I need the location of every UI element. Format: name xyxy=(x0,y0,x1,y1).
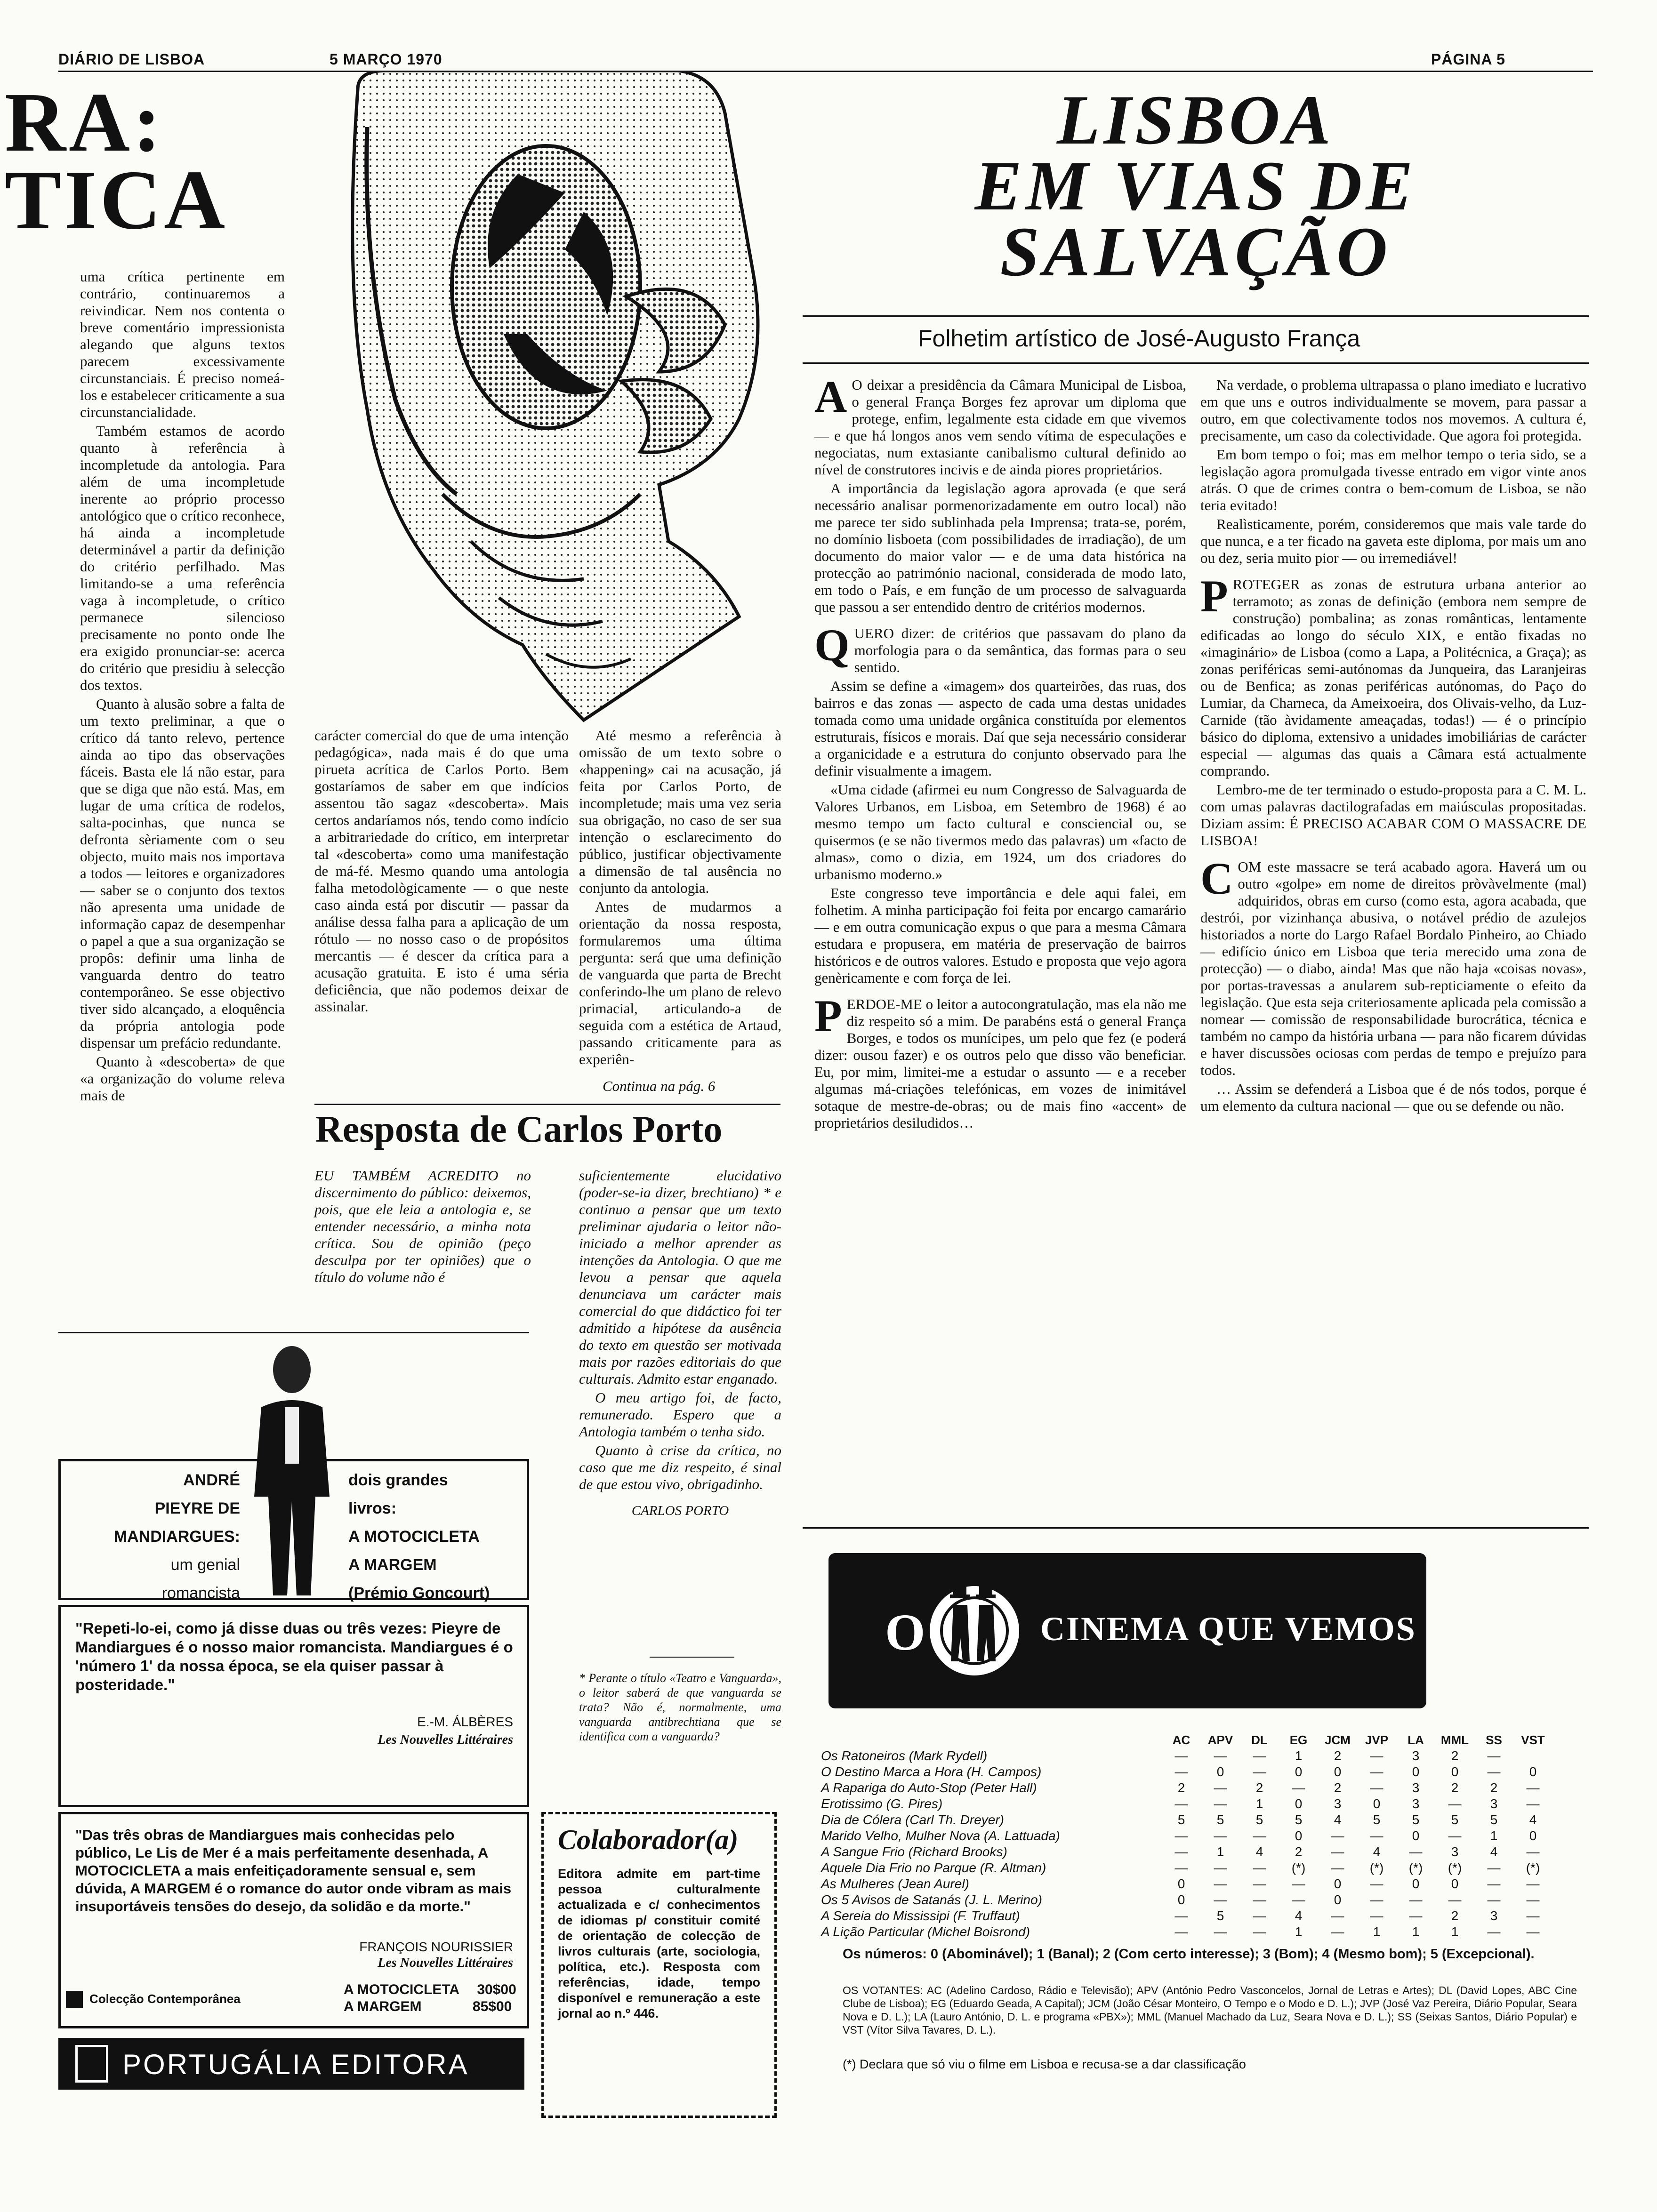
rating-cell: — xyxy=(1253,1908,1266,1923)
film-title: Os 5 Avisos de Satanás (J. L. Merino) xyxy=(821,1892,1042,1907)
paragraph: Lembro-me de ter terminado o estudo-proposta para a C. M. L. com umas palavras dactilografadas em maiúsculas propositadas. Diziam assim: É PRECISO ACABAR COM O MASSACRE DE LISBOA! xyxy=(1200,781,1586,849)
rating-cell: 4 xyxy=(1490,1844,1498,1859)
rating-cell: 1 xyxy=(1373,1924,1381,1939)
price-value: 30$00 xyxy=(477,1982,516,1997)
rating-cell: (*) xyxy=(1291,1860,1306,1875)
ratings-row xyxy=(819,1764,1552,1780)
paragraph: Também estamos de acordo quanto à referência à incompletude da antologia. Para além de uma incompletude inerente ao próprio processo antológico que o crítico reconhece, há ainda a incompletude determinável a partir da definição do critério perfilhado. Mas limitando-se a uma referência vaga à incompletude, o crítico permanece silencioso precisamente no ponto onde lhe era exigido pronunciar-se: acerca do critério que presidiu à selecção dos textos. xyxy=(80,423,285,693)
rating-cell: 0 xyxy=(1529,1828,1537,1843)
rating-cell: 0 xyxy=(1295,1796,1303,1811)
paragraph: Este congresso teve importância e dele aqui falei, em folhetim. A minha participação foi feita por encargo camarário — e em outra comunicação expus o que para a mesma Câmara estudara e propusera, em matéria de preservação de bairros históricos e de outros valores. Estudo e proposta que vejo agora genèricamente e com força de lei. xyxy=(814,885,1186,986)
rating-cell: — xyxy=(1526,1876,1540,1891)
rating-cell: — xyxy=(1174,1796,1188,1811)
column-header: EG xyxy=(1289,1732,1308,1747)
ratings-row xyxy=(819,1892,1552,1908)
left-article-column-1 xyxy=(80,268,285,1285)
rating-cell: — xyxy=(1174,1764,1188,1779)
paragraph: Realìsticamente, porém, consideremos que mais vale tarde do que nunca, e a ter ficado na gaveta este diploma, por mais um ano ou dez, seria muito pior — ou irremediável! xyxy=(1200,516,1586,566)
classified-ad-title: Colaborador(a) xyxy=(558,1824,739,1855)
rating-cell: 1 xyxy=(1412,1924,1420,1939)
paragraph: «Uma cidade (afirmei eu num Congresso de Salvaguarda de Valores Urbanos, em Lisboa, em Setembro de 1968) é ao mesmo tempo um facto cultural e consciencial ou, se quisermos (e se não tivermos medo das palavras) um «facto de almas», como o dizia, em 1924, um dos criadores do urbanismo moderno.» xyxy=(814,781,1186,882)
rating-cell: — xyxy=(1409,1844,1423,1859)
rating-cell: 2 xyxy=(1451,1780,1459,1795)
rating-cell: 2 xyxy=(1451,1748,1459,1763)
rating-cell: 5 xyxy=(1451,1812,1459,1827)
ad-left-line: um genial xyxy=(170,1556,240,1574)
rating-cell: 2 xyxy=(1177,1780,1185,1795)
rating-cell: — xyxy=(1214,1828,1227,1843)
classified-ad-text: Editora admite em part-time pessoa culturalmente actualizada e c/ conhecimentos de idiomas p/ constituir comité de orientação de colecção de livros culturais (arte, sociologia, política, etc.). Resposta com referências, idade, tempo disponível e remuneração a este jornal ao n.º 446. xyxy=(558,1867,760,2020)
rating-cell: 5 xyxy=(1255,1812,1263,1827)
rating-cell: — xyxy=(1448,1892,1462,1907)
title-line: EM VIAS DE xyxy=(974,147,1417,225)
quote-source: Les Nouvelles Littéraires xyxy=(378,1732,513,1747)
column-header: LA xyxy=(1408,1732,1424,1747)
header-rule xyxy=(58,71,1593,72)
cinema-top-rule xyxy=(803,1527,1589,1529)
collection-name: Colecção Contemporânea xyxy=(89,1992,241,2006)
film-title: A Sangue Frio (Richard Brooks) xyxy=(821,1844,1007,1859)
rating-cell: — xyxy=(1448,1828,1462,1843)
rating-cell: — xyxy=(1526,1780,1540,1795)
page-number: PÁGINA 5 xyxy=(1431,51,1505,68)
reply-column-a xyxy=(314,1167,531,1288)
rating-cell: — xyxy=(1174,1924,1188,1939)
quote-author: E.-M. ÁLBÈRES xyxy=(417,1715,513,1729)
rating-cell: — xyxy=(1487,1892,1501,1907)
title-line: SALVAÇÃO xyxy=(1000,213,1392,291)
paragraph: Até mesmo a referência à omissão de um texto sobre o «happening» cai na acusação, já feita por Carlos Porto, de incompletude; mais uma vez seria sua obrigação, no caso de ser sua intenção o esclarecimento do público, justificar objectivamente a dimensão de tal ausência no conjunto da antologia. xyxy=(579,727,781,896)
lisboa-title-rule xyxy=(803,315,1589,317)
rating-cell: — xyxy=(1174,1844,1188,1859)
ad-right-line: A MOTOCICLETA xyxy=(348,1528,480,1546)
reply-top-rule xyxy=(314,1104,780,1105)
book-ad-top-rule xyxy=(58,1332,529,1333)
rating-cell: — xyxy=(1487,1876,1501,1891)
paragraph: Em bom tempo o foi; mas em melhor tempo o teria sido, se a legislação agora promulgada tivesse entrado em vigor vinte anos atrás. O que de crimes contra o bem-comum de Lisboa, se não teria evitado! xyxy=(1200,446,1586,513)
column-header: VST xyxy=(1521,1732,1545,1747)
rating-cell: — xyxy=(1448,1796,1462,1811)
rating-cell: 3 xyxy=(1412,1780,1420,1795)
drop-cap: C xyxy=(1200,853,1233,904)
rating-cell: — xyxy=(1292,1780,1305,1795)
ad-right-line: (Prémio Goncourt) xyxy=(348,1584,490,1602)
column-header: DL xyxy=(1251,1732,1268,1747)
drop-cap: P xyxy=(1200,571,1228,621)
rating-cell: 3 xyxy=(1490,1796,1498,1811)
rating-cell: 5 xyxy=(1373,1812,1381,1827)
rating-cell: — xyxy=(1487,1860,1501,1875)
ratings-voters: OS VOTANTES: AC (Adelino Cardoso, Rádio e Televisão); APV (António Pedro Vasconcelos, Jornal de Letras e Artes); DL (David Lopes, ABC Cine Clube de Lisboa); EG (Eduardo Geada, A Capital); JCM (João César Monteiro, O Tempo e o Modo e D. L.); JVP (José Vaz Pereira, Diário Popular, Seara Nova e D. L.); LA (Lauro António, D. L. e programa «PBX»); MML (Manuel Machado da Luz, Seara Nova e D. L.); SS (Seixas Santos, Diário Popular) e VST (Vítor Silva Tavares, D. L.). xyxy=(843,1984,1577,2036)
rating-cell: — xyxy=(1214,1924,1227,1939)
lisboa-title xyxy=(800,81,1591,291)
rating-cell: — xyxy=(1370,1892,1384,1907)
rating-cell: — xyxy=(1370,1764,1384,1779)
rating-cell: 0 xyxy=(1451,1764,1459,1779)
ratings-row xyxy=(819,1844,1552,1860)
quote-source: Les Nouvelles Littéraires xyxy=(378,1956,513,1970)
rating-cell: 1 xyxy=(1490,1828,1498,1843)
rating-cell: — xyxy=(1174,1908,1188,1923)
lisboa-subtitle-rule xyxy=(803,362,1589,364)
book-ad-right-text xyxy=(348,1466,518,1607)
rating-cell: — xyxy=(1526,1892,1540,1907)
rating-cell: — xyxy=(1253,1764,1266,1779)
rating-cell: 4 xyxy=(1255,1844,1263,1859)
footnote-rule xyxy=(650,1657,734,1658)
ratings-row xyxy=(819,1748,1552,1764)
book-ad-left-text xyxy=(71,1466,240,1607)
price-title: A MOTOCICLETA xyxy=(344,1982,459,1997)
paragraph: Na verdade, o problema ultrapassa o plano imediato e lucrativo em que uns e outros individualmente se movem, para passar a outro, em que colectivamente todos nos movemos. A cultura é, precisamente, um caso da colectividade. Que agora foi protegida. xyxy=(1200,377,1586,444)
film-title: Dia de Cólera (Carl Th. Dreyer) xyxy=(821,1812,1004,1827)
rating-cell: — xyxy=(1214,1892,1227,1907)
rating-cell: — xyxy=(1174,1828,1188,1843)
rating-cell: 4 xyxy=(1295,1908,1303,1923)
ad-right-line: A MARGEM xyxy=(348,1556,437,1574)
rating-cell: 2 xyxy=(1334,1748,1342,1763)
rating-cell: 3 xyxy=(1412,1748,1420,1763)
ad-left-line: ANDRÉ xyxy=(183,1471,240,1489)
ad-left-line: MANDIARGUES: xyxy=(113,1528,240,1546)
paragraph: O meu artigo foi, de facto, remunerado. Espero que a Antologia também o tenha sido. xyxy=(579,1389,781,1440)
rating-cell: 2 xyxy=(1295,1844,1303,1859)
rating-cell: 0 xyxy=(1334,1892,1342,1907)
rating-cell: — xyxy=(1331,1924,1344,1939)
scale-text: Os números: 0 (Abominável); 1 (Banal); 2 (Com certo interesse); 3 (Bom); 4 (Mesmo bom); 5 (Excepcional). xyxy=(843,1947,1535,1962)
drop-cap: Q xyxy=(814,620,850,670)
rating-cell: 1 xyxy=(1295,1924,1303,1939)
ad-left-line: PIEYRE DE xyxy=(154,1499,240,1517)
ad-left-line: romancista xyxy=(161,1584,240,1602)
rating-cell: 4 xyxy=(1373,1844,1381,1859)
rating-cell: — xyxy=(1526,1908,1540,1923)
rating-cell: 0 xyxy=(1412,1764,1420,1779)
rating-cell: 5 xyxy=(1412,1812,1420,1827)
rating-cell: — xyxy=(1214,1876,1227,1891)
ad-right-line: livros: xyxy=(348,1499,397,1517)
film-title: A Lição Particular (Michel Boisrond) xyxy=(821,1924,1030,1939)
rating-cell: 0 xyxy=(1412,1876,1420,1891)
rating-cell: 3 xyxy=(1451,1844,1459,1859)
ratings-note: (*) Declara que só viu o filme em Lisboa e recusa-se a dar classificação xyxy=(843,2057,1246,2071)
paragraph: uma crítica pertinente em contrário, continuaremos a reivindicar. Nem nos contenta o breve comentário impressionista alegando que alguns textos parecem excessivamente circunstanciais. É preciso nomeá-los e estabelecer criticamente a sua circunstancialidade. xyxy=(80,268,285,420)
continued-note: Continua na pág. 6 xyxy=(603,1078,716,1094)
column-header: APV xyxy=(1207,1732,1233,1747)
newspaper-name: DIÁRIO DE LISBOA xyxy=(58,51,205,68)
issue-date: 5 MARÇO 1970 xyxy=(330,51,442,68)
ratings-table xyxy=(819,1732,1552,1940)
paragraph: ERDOE-ME o leitor a autocongratulação, mas ela não me diz respeito só a mim. De parabéns está o general França Borges, e todos os munícipes, um pelo que fez (e poderá dizer: ousou fazer) e os outros pelo que disso vão beneficiar. Eu, por mim, limitei-me a estudar o assunto — e a receber algumas má-criações telefónicas, em vozes de inimitável sotaque de mestre-de-obras; ou de mais fino «accent» de proprietários desiludidos… xyxy=(814,996,1186,1131)
rating-cell: — xyxy=(1370,1876,1384,1891)
paragraph: Antes de mudarmos a orientação da nossa resposta, formularemos uma última pergunta: será que uma definição de vanguarda que parta de Brecht conferindo-lhe um plano de relevo primacial, articulando-a de seguida com a estética de Artaud, passando criticamente para as experiên- xyxy=(579,898,781,1067)
ratings-row xyxy=(819,1812,1552,1828)
rating-cell: 0 xyxy=(1334,1764,1342,1779)
rating-cell: — xyxy=(1487,1764,1501,1779)
rating-cell: 3 xyxy=(1412,1796,1420,1811)
rating-cell: 3 xyxy=(1490,1908,1498,1923)
cinema-banner-o: O xyxy=(885,1603,925,1661)
ratings-row xyxy=(819,1780,1552,1796)
quote-author: FRANÇOIS NOURISSIER xyxy=(359,1940,513,1954)
film-title: O Destino Marca a Hora (H. Campos) xyxy=(821,1764,1042,1779)
paragraph: Assim se define a «imagem» dos quarteirões, das ruas, dos bairros e das zonas — aspecto de cada uma destas unidades tomada como uma unidade orgânica constituída por elementos estruturais, físicos e morais. Daí que seja necessário considerar a organicidade e a estrutura do conjunto observado para lhe definir visualmente a imagem. xyxy=(814,678,1186,779)
reply-column-b xyxy=(579,1167,781,1521)
rating-cell: 5 xyxy=(1490,1812,1498,1827)
rating-cell: 4 xyxy=(1334,1812,1342,1827)
collection-logo-icon xyxy=(66,1991,83,2008)
reply-title: Resposta de Carlos Porto xyxy=(315,1109,723,1150)
rating-cell: 5 xyxy=(1177,1812,1185,1827)
author-photo xyxy=(245,1341,339,1595)
paragraph: suficientemente elucidativo (poder-se-ia dizer, brechtiano) * e continuo a pensar que um texto preliminar ajudaria o leitor não-iniciado a melhor aprender as intenções da Antologia. O que me levou a pensar que aquela denunciava um carácter mais comercial do que didáctico foi ter admitido a hipótese da ausência do texto em questão ser motivada mais por razões editoriais do que culturais. Admito estar enganado. xyxy=(579,1167,781,1387)
rating-cell: — xyxy=(1487,1924,1501,1939)
pointing-hand-illustration xyxy=(301,71,786,725)
rating-cell: — xyxy=(1331,1908,1344,1923)
rating-cell: 1 xyxy=(1216,1844,1224,1859)
reply-signature: CARLOS PORTO xyxy=(631,1503,729,1518)
film-title: As Mulheres (Jean Aurel) xyxy=(821,1876,969,1891)
rating-cell: — xyxy=(1526,1924,1540,1939)
lisboa-column-left xyxy=(814,377,1186,1515)
rating-cell: — xyxy=(1292,1892,1305,1907)
rating-cell: 0 xyxy=(1177,1876,1185,1891)
ratings-row xyxy=(819,1828,1552,1844)
rating-cell: — xyxy=(1214,1780,1227,1795)
rating-cell: 0 xyxy=(1529,1764,1537,1779)
rating-cell: 2 xyxy=(1334,1780,1342,1795)
rating-cell xyxy=(1513,1748,1552,1764)
rating-cell: (*) xyxy=(1369,1860,1384,1875)
rating-cell: — xyxy=(1409,1892,1423,1907)
rating-cell: — xyxy=(1253,1892,1266,1907)
column-header: JVP xyxy=(1365,1732,1389,1747)
rating-cell: (*) xyxy=(1526,1860,1540,1875)
column-header: JCM xyxy=(1325,1732,1351,1747)
left-title-bottom: TICA xyxy=(5,153,228,247)
rating-cell: — xyxy=(1331,1860,1344,1875)
book-ad-quote-1: "Repeti-lo-ei, como já disse duas ou três vezes: Pieyre de Mandiargues é o nosso maior romancista. Mandiargues é o 'número 1' da nossa época, se ela quiser passar à posteridade." xyxy=(75,1619,513,1693)
column-header: AC xyxy=(1172,1732,1190,1747)
rating-cell: — xyxy=(1174,1748,1188,1763)
rating-cell: — xyxy=(1253,1876,1266,1891)
left-article-column-3 xyxy=(579,727,781,1085)
paragraph: carácter comercial do que de uma intenção pedagógica», nada mais é do que uma pirueta acrítica de Carlos Porto. Bem gostaríamos de saber em que indícios assentou tão sagaz «descoberta». Mais certos andaríamos nós, tendo como indício a arbitrariedade do crítico, em interpretar tal «descoberta» como uma manifestação de má-fé. Mesmo quando uma antologia falha metodològicamente — o que neste caso ainda está por discutir — passar da análise dessa falha para a aplicação de um rótulo — no nosso caso o de propósitos mercantis — é descer da crítica para a acusação gratuita. E isto é uma séria deficiência, que não podemos deixar de assinalar. xyxy=(314,727,569,1015)
rating-cell: 0 xyxy=(1216,1764,1224,1779)
rating-cell: 5 xyxy=(1295,1812,1303,1827)
rating-cell: 1 xyxy=(1451,1924,1459,1939)
price-title: A MARGEM xyxy=(344,1999,422,2014)
paragraph: Quanto à «descoberta» de que «a organização do volume releva mais de xyxy=(80,1053,285,1104)
rating-cell: — xyxy=(1370,1908,1384,1923)
paragraph: … Assim se defenderá a Lisboa que é de nós todos, porque é um elemento da cultura nacional — que ou se defende ou não. xyxy=(1200,1081,1586,1114)
film-title: Erotissimo (G. Pires) xyxy=(821,1796,943,1811)
rating-cell: — xyxy=(1253,1828,1266,1843)
ratings-row xyxy=(819,1924,1552,1940)
rating-cell: — xyxy=(1370,1780,1384,1795)
rating-cell: 0 xyxy=(1412,1828,1420,1843)
drop-cap: P xyxy=(814,991,842,1041)
ratings-row xyxy=(819,1876,1552,1892)
left-article-column-2 xyxy=(314,727,569,1085)
left-title-top: RA: xyxy=(5,75,164,169)
price-value: 85$00 xyxy=(472,1999,512,2014)
rating-cell: — xyxy=(1253,1924,1266,1939)
paragraph: OM este massacre se terá acabado agora. Haverá um ou outro «golpe» em nome de direitos pròvàvelmente (mal) adquiridos, obras em curso (como esta, agora acabada, que destrói, por vizinhança abusiva, o notável prédio de azulejos historiados a norte do Largo Rafael Bordalo Pinheiro, ao Chiado — edifício único em Lisboa que teria merecido uma zona de protecção) — o diabo, ainda! Mas que não haja «coisas novas», por portas-travessas a anularem sub-repticiamente o efeito da legislação. Que esta seja criteriosamente aplicada pela comissão a nomear — comissão de responsabilidade burocrática, técnica e também no campo da história urbana — para não ficarem dúvidas e haver discussões ociosas com perdas de tempo e prejuízo para todos. xyxy=(1200,858,1586,1078)
book-ad-quote-2: "Das três obras de Mandiargues mais conhecidas pelo público, Le Lis de Mer é a mais perfeitamente desenhada, A MOTOCICLETA a mais enfeitiçadoramente sensual e, sem dúvida, A MARGEM é o romance do autor onde vibram as mais insuportáveis tensões do desejo, da solidão e da morte." xyxy=(75,1827,512,1915)
ratings-header-row xyxy=(819,1732,1552,1748)
ratings-table-wrap xyxy=(819,1732,1552,1940)
rating-cell: 1 xyxy=(1295,1748,1303,1763)
rating-cell: 2 xyxy=(1490,1780,1498,1795)
paragraph: Quanto à alusão sobre a falta de um texto preliminar, a que o crítico dá tanto relevo, pertence ainda ao tipo das observações fáceis. Basta ele lá não estar, para que se diga que não está. Mas, em lugar de uma crítica de rodelos, salta-pocinhas, que nunca se defronta sèriamente com o seu objecto, muito mais nos importava a todos — leitores e organizadores — saber se o conjunto dos textos não apresenta uma unidade de informação capaz de desempenhar o papel a que a sua organização se propôs: definir uma linha de vanguarda dentro do teatro contemporâneo. Se esse objectivo tiver sido alcançado, a eloquência da própria antologia pode dispensar um prefácio redundante. xyxy=(80,696,285,1051)
rating-cell: — xyxy=(1214,1748,1227,1763)
rating-cell: — xyxy=(1370,1748,1384,1763)
ad-right-line: dois grandes xyxy=(348,1471,448,1489)
rating-cell: 4 xyxy=(1529,1812,1537,1827)
rating-cell: 0 xyxy=(1177,1892,1185,1907)
film-title: Os Ratoneiros (Mark Rydell) xyxy=(821,1748,988,1763)
book-ad-quote-1-credit xyxy=(306,1713,513,1749)
price-list xyxy=(344,1981,516,2015)
reply-footnote: * Perante o título «Teatro e Vanguarda», o leitor saberá de que vanguarda se trata? Não é, normalmente, uma vanguarda antibrechtiana que se identifica com a vanguarda? xyxy=(579,1671,781,1743)
film-title: Aquele Dia Frio no Parque (R. Altman) xyxy=(821,1860,1046,1875)
rating-cell: 2 xyxy=(1451,1908,1459,1923)
ratings-row xyxy=(819,1860,1552,1876)
paragraph: A importância da legislação agora aprovada (e que será necessário analisar pormenorizadamente em outro local) não me parece ter sido sublinhada pela Imprensa; trata-se, porém, no domínio lisboeta (com possibilidades de irradiação), de um documento do maior valor — e de uma data histórica na protecção ao património nacional, considerada de modo lato, em todo o País, e em função de um processo de salvaguarda que passou a ser entendido dentro de critérios modernos. xyxy=(814,480,1186,615)
paragraph: ROTEGER as zonas de estrutura urbana anterior ao terramoto; as zonas de definição (embora nem sempre de construção) pombalina; as zonas românticas, lentamente edificadas ao longo do século XIX, e então fixadas no «imaginário» de Lisboa (como a Lapa, a Politécnica, a Graça); as zonas periféricas semi-autónomas da Junqueira, das Laranjeiras ou de Benfica; as zonas periféricas autónomas, do Paço do Lumiar, da Charneca, da Ameixoeira, dos Olivais-velho, da Luz-Carnide (tão àvidamente ameaçadas, todas!) — é o princípio básico do diploma, extensivo a unidades imobiliárias de carácter especial — algumas das quais a Câmara está actualmente comprando. xyxy=(1200,576,1586,779)
rating-cell: 0 xyxy=(1295,1764,1303,1779)
rating-cell: — xyxy=(1487,1748,1501,1763)
rating-cell: — xyxy=(1214,1796,1227,1811)
rating-cell: — xyxy=(1370,1828,1384,1843)
rating-cell: 0 xyxy=(1334,1876,1342,1891)
paragraph: UERO dizer: de critérios que passavam do plano da morfologia para o da semântica, das formas para o seu sentido. xyxy=(854,625,1186,675)
cinema-banner-title: CINEMA QUE VEMOS xyxy=(1040,1610,1416,1648)
rating-cell: — xyxy=(1174,1860,1188,1875)
film-title: A Sereia do Mississipi (F. Truffaut) xyxy=(821,1908,1020,1923)
publisher-name: PORTUGÁLIA EDITORA xyxy=(122,2049,469,2080)
paragraph: EU TAMBÉM ACREDITO no discernimento do público: deixemos, pois, que ele leia a antologia e, se entender necessário, a minha nota crítica. Sou de opinião (peço desculpa por ter opiniões) que o título do volume não é xyxy=(314,1167,531,1285)
rating-cell: — xyxy=(1331,1844,1344,1859)
book-ad-quote-2-credit xyxy=(306,1939,513,1971)
rating-cell: — xyxy=(1292,1876,1305,1891)
lisboa-column-right xyxy=(1200,377,1586,1515)
film-reel-icon xyxy=(927,1567,1022,1694)
rating-cell: 3 xyxy=(1334,1796,1342,1811)
rating-cell: 0 xyxy=(1451,1876,1459,1891)
rating-cell: — xyxy=(1214,1860,1227,1875)
rating-cell: 5 xyxy=(1216,1908,1224,1923)
rating-cell: — xyxy=(1253,1748,1266,1763)
rating-cell: (*) xyxy=(1448,1860,1462,1875)
drop-cap: A xyxy=(814,377,847,422)
column-header: SS xyxy=(1486,1732,1502,1747)
rating-cell: 0 xyxy=(1295,1828,1303,1843)
rating-cell: (*) xyxy=(1408,1860,1423,1875)
lisboa-subtitle: Folhetim artístico de José-Augusto França xyxy=(918,325,1360,352)
rating-cell: 2 xyxy=(1255,1780,1263,1795)
rating-cell: 5 xyxy=(1216,1812,1224,1827)
film-title: A Rapariga do Auto-Stop (Peter Hall) xyxy=(821,1780,1037,1795)
ratings-row xyxy=(819,1908,1552,1924)
rating-cell: 0 xyxy=(1373,1796,1381,1811)
rating-cell: — xyxy=(1253,1860,1266,1875)
rating-cell: — xyxy=(1409,1908,1423,1923)
title-line: LISBOA xyxy=(1057,81,1335,159)
rating-cell: — xyxy=(1331,1828,1344,1843)
rating-cell: — xyxy=(1526,1844,1540,1859)
paragraph: O deixar a presidência da Câmara Municipal de Lisboa, o general França Borges fez aprovar um diploma que protege, enfim, legalmente esta cidade em que vivemos — e que há longos anos vem sendo vítima de especulações e negociatas, num extasiante canibalismo cultural definido ao nível de construtores incivis e de ainda piores proprietários. xyxy=(814,377,1186,478)
column-header: MML xyxy=(1440,1732,1469,1747)
rating-cell: — xyxy=(1526,1796,1540,1811)
paragraph: Quanto à crise da crítica, no caso que me diz respeito, é sinal de que estou vivo, obrigadinho. xyxy=(579,1442,781,1492)
film-title: Marido Velho, Mulher Nova (A. Lattuada) xyxy=(821,1828,1060,1843)
publisher-logo-icon xyxy=(75,2045,108,2083)
ratings-scale xyxy=(843,1946,1577,1963)
ratings-row xyxy=(819,1796,1552,1812)
rating-cell: 1 xyxy=(1255,1796,1263,1811)
